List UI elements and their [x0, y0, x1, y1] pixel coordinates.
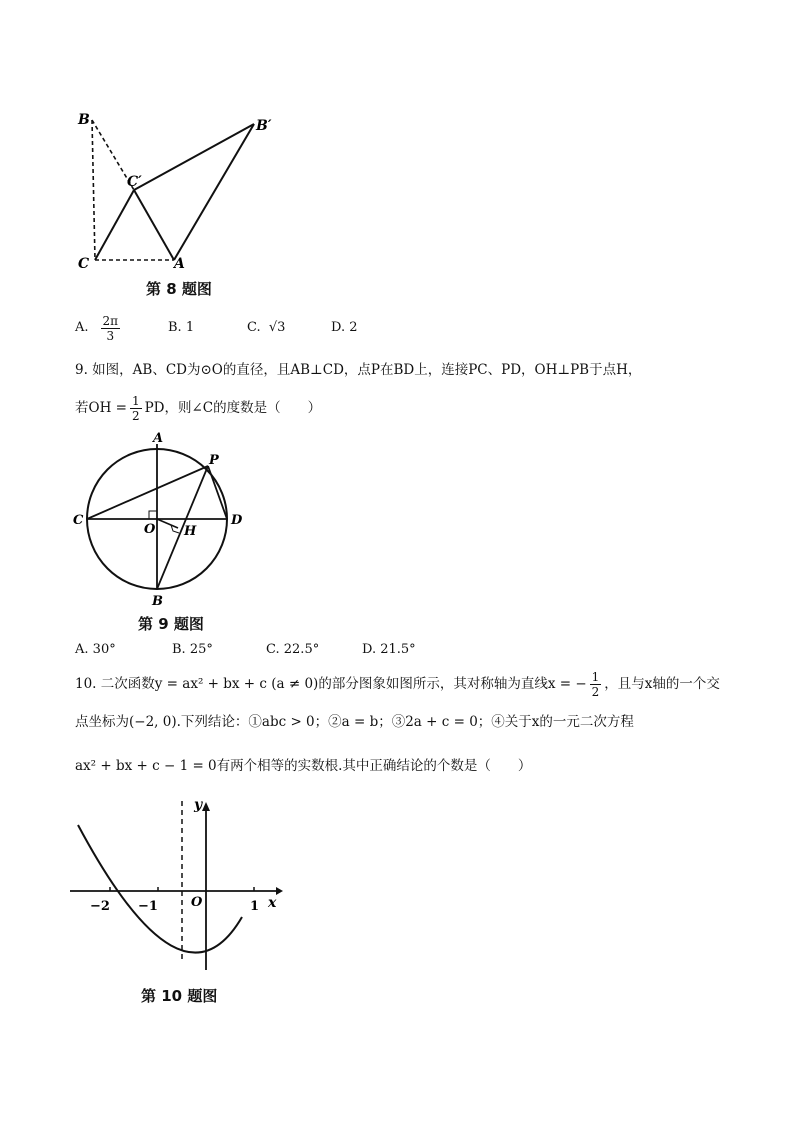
q9-caption: 第 9 题图	[138, 615, 204, 633]
q9-label-d: D	[231, 513, 243, 528]
q10-stem-line1: 10. 二次函数y = ax² + bx + c (a ≠ 0)的部分图象如图所示，其对称轴为直线x = − $\frac{1}{2}$ ，且与x轴的一个交	[75, 669, 720, 699]
q8-label-a: A	[174, 256, 185, 272]
q9-figure	[65, 430, 255, 610]
q8-label-cprime: C′	[127, 174, 142, 190]
q9-option-d[interactable]: D. 21.5°	[362, 642, 416, 657]
q10-fraction: $\frac{1}{2}$	[591, 669, 600, 699]
q10-y-arrow	[202, 802, 210, 811]
q8-option-d[interactable]: D. 2	[331, 320, 358, 335]
q8-segment-a-bprime	[174, 124, 254, 260]
q8-figure	[70, 100, 290, 275]
q9-label-c: C	[73, 513, 84, 528]
q9-right-angle-o	[149, 511, 157, 519]
q8-segment-ccprime	[95, 190, 134, 260]
q9-segment-oh	[157, 519, 178, 528]
q10-parabola	[78, 825, 242, 953]
q10-stem-line3: ax² + bx + c − 1 = 0有两个相等的实数根.其中正确结论的个数是（ ）	[75, 758, 532, 774]
q9-label-a: A	[153, 431, 164, 446]
q8-option-a-fraction: $\frac{2\pi}{3}$	[102, 313, 119, 343]
q9-chord-pd	[208, 466, 227, 519]
q8-segment-cprime-bprime	[134, 124, 254, 190]
q10-stem-line2: 点坐标为(−2, 0).下列结论：①abc > 0；②a = b；③2a + c = 0；④关于x的一元二次方程	[75, 714, 634, 730]
q8-option-a[interactable]	[75, 310, 120, 346]
q10-x-arrow	[276, 887, 283, 895]
q8-label-bprime: B′	[256, 118, 272, 134]
q10-figure	[70, 795, 285, 975]
q9-label-p: P	[209, 453, 219, 468]
q8-segment-cprime-a	[134, 190, 174, 260]
q9-option-c[interactable]: C. 22.5°	[266, 642, 320, 657]
q9-label-b: B	[152, 594, 163, 609]
q10-tick-label-1: 1	[250, 899, 260, 914]
q9-label-o: O	[144, 522, 156, 537]
q8-dashed-bc	[92, 120, 95, 260]
q8-option-a-label: A.	[75, 320, 89, 335]
q9-stem-line2: 若OH = $\frac{1}{2}$ PD，则∠C的度数是（ ）	[75, 393, 322, 423]
q9-option-a[interactable]: A. 30°	[75, 642, 116, 657]
q8-label-b: B	[78, 112, 90, 128]
q8-caption: 第 8 题图	[146, 280, 212, 298]
q10-label-x: x	[268, 895, 277, 911]
q8-option-b[interactable]: B. 1	[168, 320, 195, 335]
q10-tick-label-neg2: −2	[90, 899, 110, 914]
q9-label-h: H	[184, 524, 197, 539]
q10-caption: 第 10 题图	[141, 987, 218, 1005]
q10-label-y: y	[194, 797, 203, 813]
q8-option-c[interactable]: C. √3	[247, 320, 286, 335]
q9-fraction: $\frac{1}{2}$	[131, 393, 140, 423]
q8-label-c: C	[78, 256, 90, 272]
q10-tick-label-neg1: −1	[138, 899, 158, 914]
q10-label-origin: O	[191, 895, 203, 910]
q9-option-b[interactable]: B. 25°	[172, 642, 213, 657]
q9-stem-line1: 9. 如图，AB、CD为⊙O的直径，且AB⊥CD，点P在BD上，连接PC、PD，OH⊥PB于点H，	[75, 362, 642, 378]
